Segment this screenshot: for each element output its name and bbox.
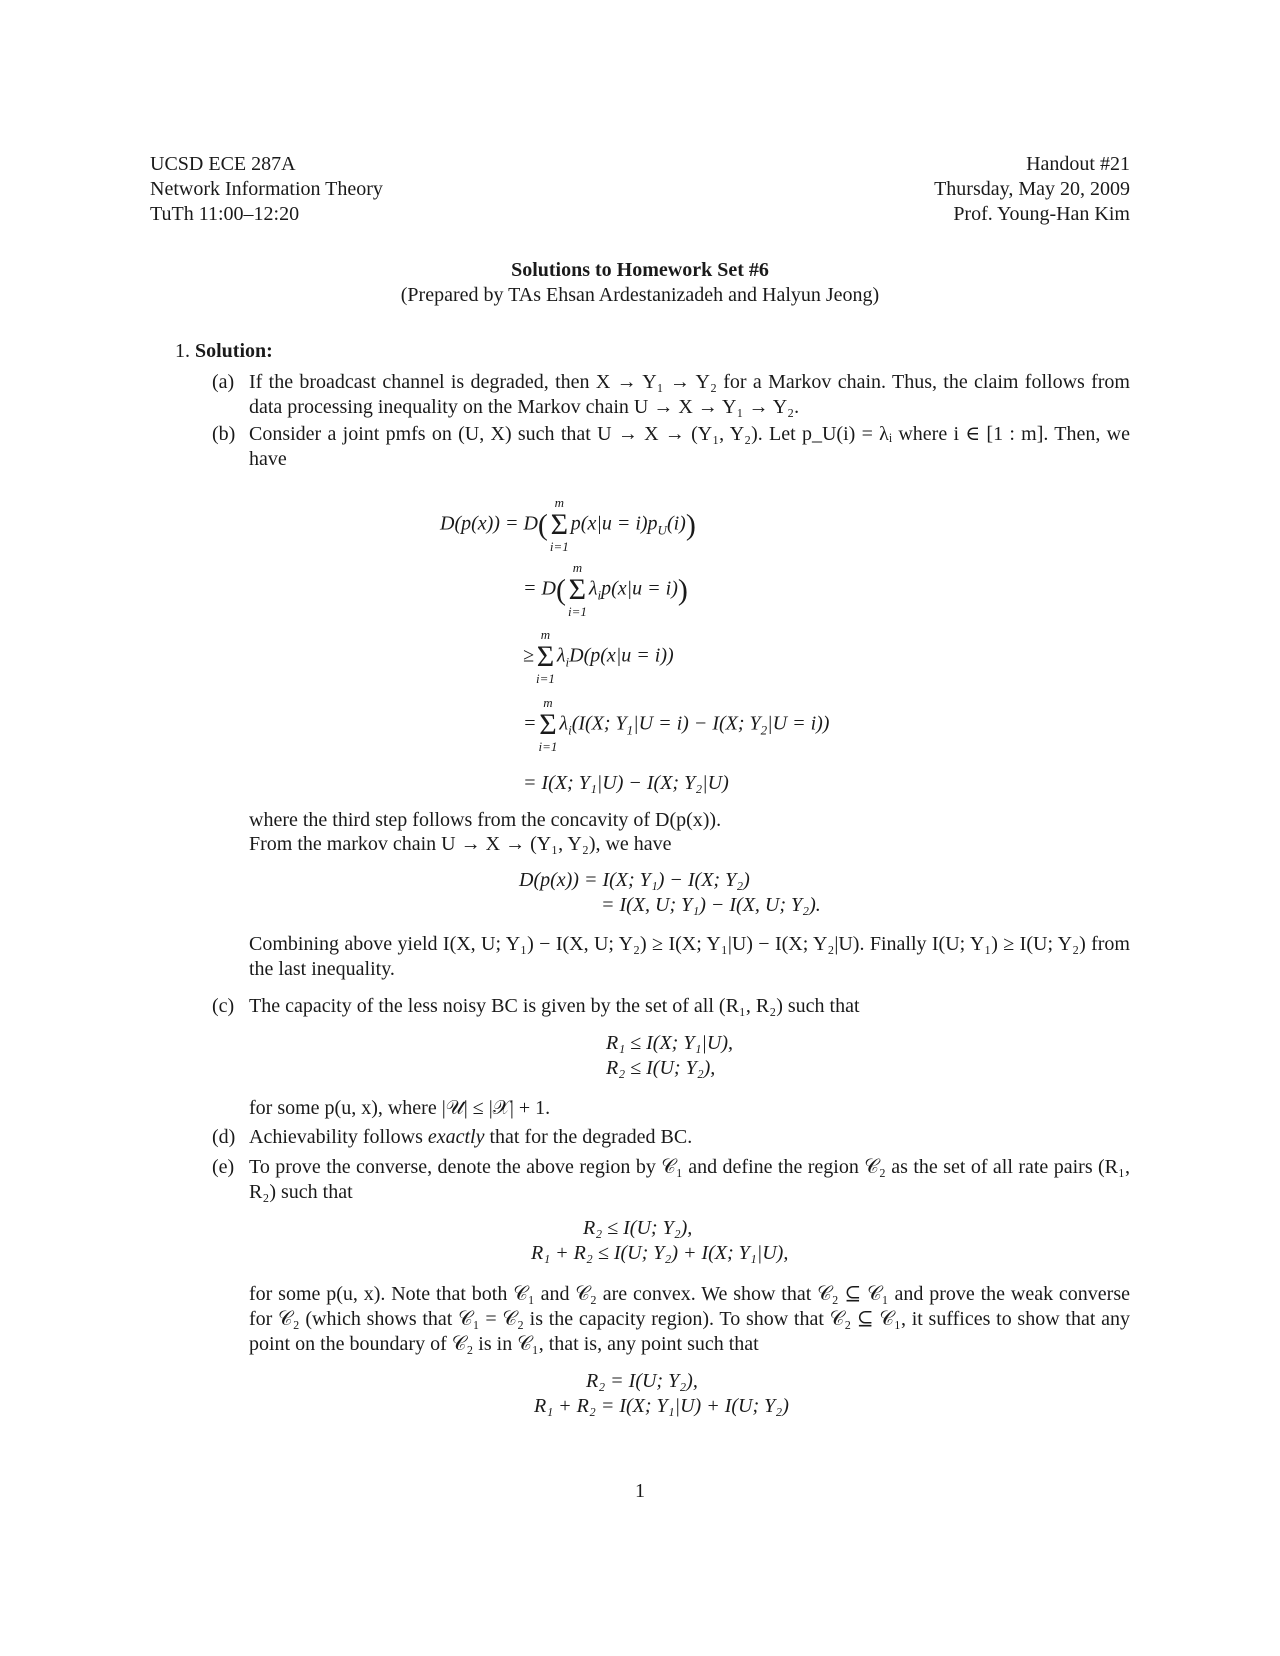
equation-line: R₂ = I(U; Y₂), [586,1370,698,1392]
course-name: Network Information Theory [150,178,383,200]
part-e [212,1155,1130,1205]
part-b [212,422,1130,472]
equation-line: R₁ + R₂ ≤ I(U; Y₂) + I(X; Y₁|U), [531,1242,789,1264]
equation-line: ≥ m Σ i=1 $\lambda_iD(p(x|u = i))$ [523,627,674,686]
paragraph: where the third step follows from the concavity of D(p(x)). [249,809,722,831]
part-text: Achievability follows exactly that for the degraded BC. [249,1126,693,1148]
handout-date: Thursday, May 20, 2009 [934,178,1130,200]
equation-line: D(p(x)) = I(X; Y₁) − I(X; Y₂) [519,869,750,891]
part-a [212,370,1130,420]
sum-symbol: m Σ i=1 [549,495,569,554]
equation-line: = m Σ i=1 $\lambda_i(I(X$; $Y_1|U = i) - I(X$; $Y_2|U = i$)) [523,695,830,754]
part-text: Consider a joint pmfs on (U, X) such that U → X → (Y₁, Y₂). Let p_U(i) = λᵢ where i ∈ [1 : m]. Then, we have [249,423,1130,470]
course-code: UCSD ECE 287A [150,153,296,175]
part-c [212,994,1130,1019]
page-number: 1 [635,1480,645,1502]
handout-number: Handout #21 [1026,153,1130,175]
emphasis: exactly [427,1126,485,1148]
course-info [150,152,383,227]
equation-line: = I(X, U; Y₁) − I(X, U; Y₂). [601,894,821,916]
paragraph: Combining above yield I(X, U; Y₁) − I(X, U; Y₂) ≥ I(X; Y₁|U) − I(X; Y₂|U). Finally I(U; Y₁) ≥ I(U; Y₂) from the last inequality. [249,933,1130,980]
part-text: To prove the converse, denote the above region by 𝒞₁ and define the region 𝒞₂ as the set of all rate pairs (R₁, R₂) such that [249,1156,1130,1203]
instructor: Prof. Young-Han Kim [953,203,1130,225]
equation-block-e2 [534,1369,789,1419]
part-label: (e) [212,1156,235,1178]
equation-block-c [606,1031,733,1081]
paragraph: for some p(u, x), where |𝒰| ≤ |𝒳| + 1. [249,1097,551,1119]
part-label: (c) [212,995,235,1017]
equation-line: R₂ ≤ I(U; Y₂), [583,1217,693,1239]
problem-number: 1. [175,340,190,362]
handout-info [934,152,1130,227]
sum-symbol: m Σ i=1 [535,627,555,686]
part-label: (b) [212,423,236,445]
title-main: Solutions to Homework Set #6 [511,259,769,281]
sum-symbol: m Σ i=1 [538,695,558,754]
equation-line: = D( m Σ i=1 $\lambda_ip(x|u = i)$) [523,560,688,619]
part-text: If the broadcast channel is degraded, then X → Y₁ → Y₂ for a Markov chain. Thus, the claim follows from data processing inequality on the Markov chain U → X → Y₁ → Y₂. [249,371,1130,418]
problem-heading [175,339,273,364]
equation-line: R₂ ≤ I(U; Y₂), [606,1057,716,1079]
document-title [0,258,1280,308]
equation-line: R₁ + R₂ = I(X; Y₁|U) + I(U; Y₂) [534,1395,789,1417]
paragraph: for some p(u, x). Note that both 𝒞₁ and 𝒞₂ are convex. We show that 𝒞₂ ⊆ 𝒞₁ and prove the weak converse for 𝒞₂ (which shows that 𝒞₁ = 𝒞₂ is the capacity region). To show that 𝒞₂ ⊆ 𝒞₁, it suffices to show that any point on the boundary of 𝒞₂ is in 𝒞₁, that is, any point such that [249,1283,1130,1355]
title-sub: (Prepared by TAs Ehsan Ardestanizadeh and Halyun Jeong) [400,284,880,306]
paragraph: From the markov chain U → X → (Y₁, Y₂), we have [249,833,672,855]
part-label: (d) [212,1126,236,1148]
equation-line: R₁ ≤ I(X; Y₁|U), [606,1032,734,1054]
part-label: (a) [212,371,235,393]
equation-line: = I(X; Y₁|U) − I(X; Y₂|U) [523,772,729,794]
part-d [212,1125,1130,1150]
solution-label: Solution: [195,340,273,362]
equation-line: D(p(x)) = D( m Σ i=1 $p(x|u = i)p_U(i)$) [440,495,696,554]
sum-symbol: m Σ i=1 [567,560,587,619]
course-time: TuTh 11:00–12:20 [150,203,300,225]
equation-block-e1 [531,1216,788,1266]
part-text: The capacity of the less noisy BC is given by the set of all (R₁, R₂) such that [249,995,860,1017]
equation-block-b2 [519,868,821,918]
